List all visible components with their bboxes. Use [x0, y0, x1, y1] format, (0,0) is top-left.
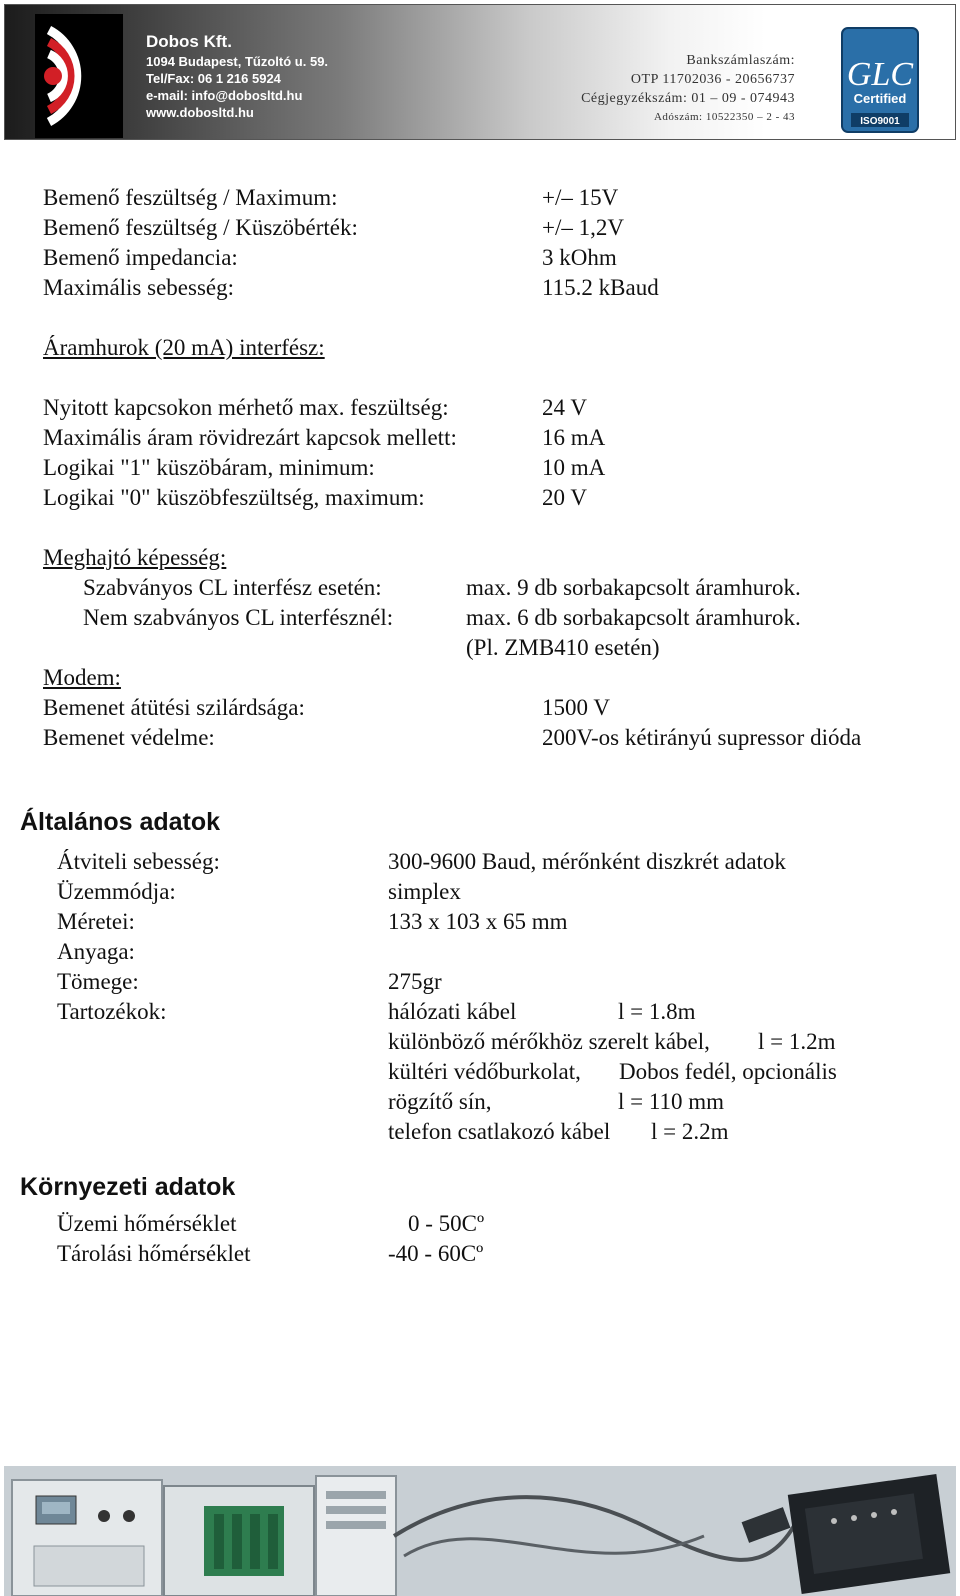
product-photo: [4, 1466, 956, 1596]
current-loop-heading: Áramhurok (20 mA) interfész:: [43, 335, 325, 360]
general-value-1: simplex: [388, 879, 461, 904]
current-loop-label-2: Logikai "1" küszöbáram, minimum:: [43, 455, 375, 480]
dobos-logo: [35, 14, 123, 138]
glc-text: GLC: [846, 56, 914, 93]
accessory-name-0: hálózati kábel: [388, 999, 517, 1024]
input-spec-value-0: +/– 15V: [542, 185, 619, 210]
iso-text: ISO9001: [860, 116, 900, 127]
accessory-name-3: rögzítő sín,: [388, 1089, 492, 1114]
bank-account: OTP 11702036 - 20656737: [630, 72, 795, 87]
general-label-1: Üzemmódja:: [57, 879, 176, 904]
general-value-0: 300-9600 Baud, mérőnként diszkrét adatok: [388, 849, 786, 874]
environment-value-0: 0 - 50Cº: [408, 1211, 485, 1236]
letterhead: [4, 4, 956, 140]
general-label-3: Anyaga:: [57, 939, 135, 964]
environment-heading: Környezeti adatok: [20, 1173, 236, 1201]
modem-value-1: 200V-os kétirányú supressor dióda: [542, 725, 862, 750]
accessory-length-4: l = 2.2m: [651, 1119, 729, 1144]
modem-heading: Modem:: [43, 665, 121, 690]
general-value-4: 275gr: [388, 969, 442, 994]
certified-text: Certified: [853, 91, 907, 106]
bank-label: Bankszámlaszám:: [686, 53, 795, 68]
general-label-0: Átviteli sebesség:: [57, 849, 220, 874]
drive-heading: Meghajtó képesség:: [43, 545, 227, 570]
accessory-length-1: l = 1.2m: [758, 1029, 836, 1054]
drive-value-0: max. 9 db sorbakapcsolt áramhurok.: [466, 575, 801, 600]
company-info: [146, 31, 328, 121]
accessory-name-4: telefon csatlakozó kábel: [388, 1119, 611, 1144]
input-spec-label-0: Bemenő feszültség / Maximum:: [43, 185, 338, 210]
input-spec-value-2: 3 kOhm: [542, 245, 617, 270]
input-spec-value-1: +/– 1,2V: [542, 215, 624, 240]
tax-number: Adószám: 10522350 – 2 - 43: [653, 111, 795, 123]
environment-value-1: -40 - 60Cº: [388, 1241, 484, 1266]
drive-value-1: max. 6 db sorbakapcsolt áramhurok.: [466, 605, 801, 630]
current-loop-value-2: 10 mA: [542, 455, 606, 480]
input-spec-value-3: 115.2 kBaud: [542, 275, 659, 300]
company-telfax: Tel/Fax: 06 1 216 5924: [146, 71, 281, 86]
current-loop-label-1: Maximális áram rövidrezárt kapcsok mellett:: [43, 425, 457, 450]
current-loop-value-0: 24 V: [542, 395, 587, 420]
current-loop-value-1: 16 mA: [542, 425, 606, 450]
general-label-5: Tartozékok:: [57, 999, 167, 1024]
company-name: Dobos Kft.: [146, 32, 232, 51]
current-loop-label-3: Logikai "0" küszöbfeszültség, maximum:: [43, 485, 425, 510]
general-heading: Általános adatok: [20, 808, 221, 836]
drive-label-0: Szabványos CL interfész esetén:: [83, 575, 382, 600]
environment-label-0: Üzemi hőmérséklet: [57, 1211, 237, 1236]
bank-info: [581, 51, 795, 127]
drive-label-1: Nem szabványos CL interfésznél:: [83, 605, 394, 630]
modem-value-0: 1500 V: [542, 695, 610, 720]
current-loop-value-3: 20 V: [542, 485, 587, 510]
drive-note: (Pl. ZMB410 esetén): [466, 635, 660, 660]
company-email[interactable]: e-mail: info@dobosltd.hu: [146, 88, 303, 103]
current-loop-label-0: Nyitott kapcsokon mérhető max. feszültség:: [43, 395, 449, 420]
company-registration: Cégjegyzékszám: 01 – 09 - 074943: [581, 91, 795, 106]
accessory-length-3: l = 110 mm: [618, 1089, 725, 1114]
modem-label-0: Bemenet átütési szilárdsága:: [43, 695, 305, 720]
accessory-length-2: Dobos fedél, opcionális: [619, 1059, 837, 1084]
accessory-length-0: l = 1.8m: [618, 999, 696, 1024]
environment-label-1: Tárolási hőmérséklet: [57, 1241, 251, 1266]
general-value-2: 133 x 103 x 65 mm: [388, 909, 568, 934]
input-spec-label-2: Bemenő impedancia:: [43, 245, 238, 270]
glc-certified-logo: [841, 27, 919, 133]
company-address: 1094 Budapest, Tűzoltó u. 59.: [146, 54, 329, 69]
modem-label-1: Bemenet védelme:: [43, 725, 215, 750]
general-label-4: Tömege:: [57, 969, 139, 994]
general-label-2: Méretei:: [57, 909, 135, 934]
input-spec-label-1: Bemenő feszültség / Küszöbérték:: [43, 215, 358, 240]
accessory-name-2: kültéri védőburkolat,: [388, 1059, 581, 1084]
company-website[interactable]: www.dobosltd.hu: [146, 105, 254, 120]
accessory-name-1: különböző mérőkhöz szerelt kábel,: [388, 1029, 710, 1054]
input-spec-label-3: Maximális sebesség:: [43, 275, 234, 300]
